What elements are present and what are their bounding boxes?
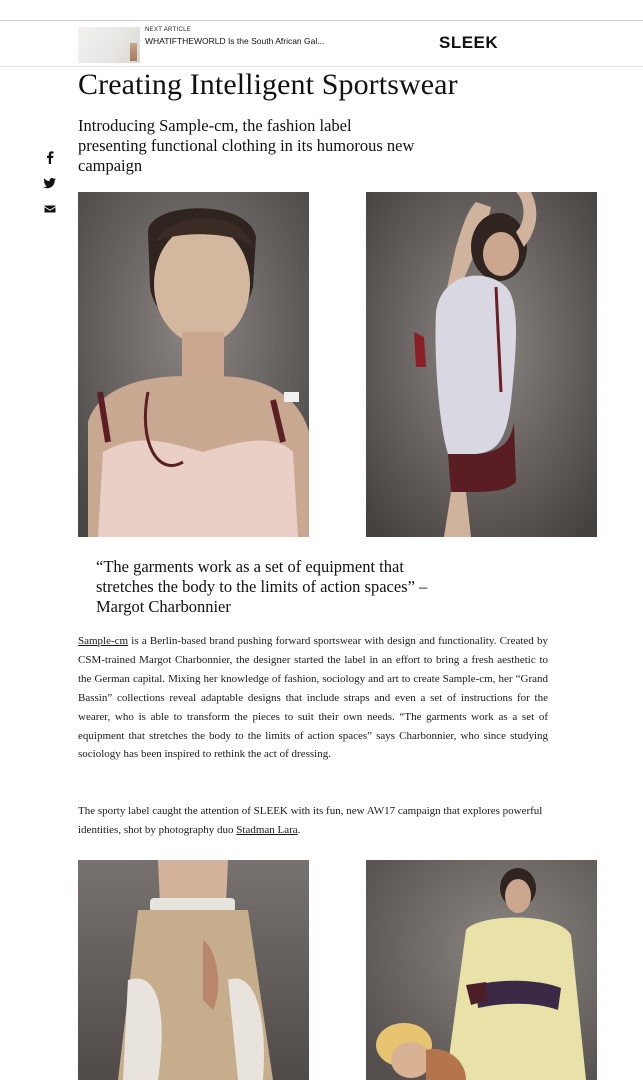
facebook-icon[interactable] — [43, 150, 57, 164]
stadman-lara-link[interactable]: Stadman Lara — [236, 823, 298, 836]
next-article-thumbnail[interactable] — [78, 27, 140, 63]
thumbnail-figure — [130, 43, 137, 61]
paragraph-2-text: The sporty label caught the attention of SLEEK with its fun, new AW17 campaign that explores powerful identities, shot by photography duo — [78, 805, 543, 836]
twitter-icon[interactable] — [43, 176, 57, 190]
next-article-link[interactable]: WHATIFTHEWORLD Is the South African Gal... — [145, 36, 325, 46]
article-paragraph-1 — [78, 632, 548, 764]
sample-cm-link[interactable]: Sample-cm — [78, 635, 129, 647]
pull-quote: “The garments work as a set of equipment that stretches the body to the limits of action spaces” – Margot Charbonnier — [96, 557, 428, 616]
campaign-photo-1[interactable] — [78, 192, 309, 537]
campaign-photo-2[interactable] — [366, 192, 597, 537]
site-logo[interactable]: SLEEK — [439, 33, 499, 52]
next-article-bar — [0, 21, 643, 67]
paragraph-2-end: . — [297, 823, 301, 836]
campaign-photo-3[interactable] — [78, 860, 309, 1080]
paragraph-1-text: is a Berlin-based brand pushing forward sportswear with design and functionality. Created by CSM-trained Margot Charbonnier, the designer started the label in an effort to bring a fresh aesthetic to the German capital. Mixing her knowledge of fashion, sociology and art to create Sample-cm, her “Grand Bassin” collections reveal adaptable designs that include straps and even a set of instructions for the wearer, who is able to transform the pieces to suit their own needs. “The garments work as a set of equipment that stretches the body to the limits of action spaces” says Charbonnier, who since studying sociology has been inspired to rethink the act of dressing. — [78, 635, 548, 761]
campaign-photo-4[interactable] — [366, 860, 597, 1080]
share-bar — [43, 150, 57, 228]
email-icon[interactable] — [43, 202, 57, 216]
article-title: Creating Intelligent Sportswear — [78, 68, 458, 101]
article-paragraph-2 — [78, 802, 548, 840]
article-subtitle: Introducing Sample-cm, the fashion label presenting functional clothing in its humorous new campaign — [78, 116, 415, 175]
next-article-label: NEXT ARTICLE — [145, 27, 192, 33]
